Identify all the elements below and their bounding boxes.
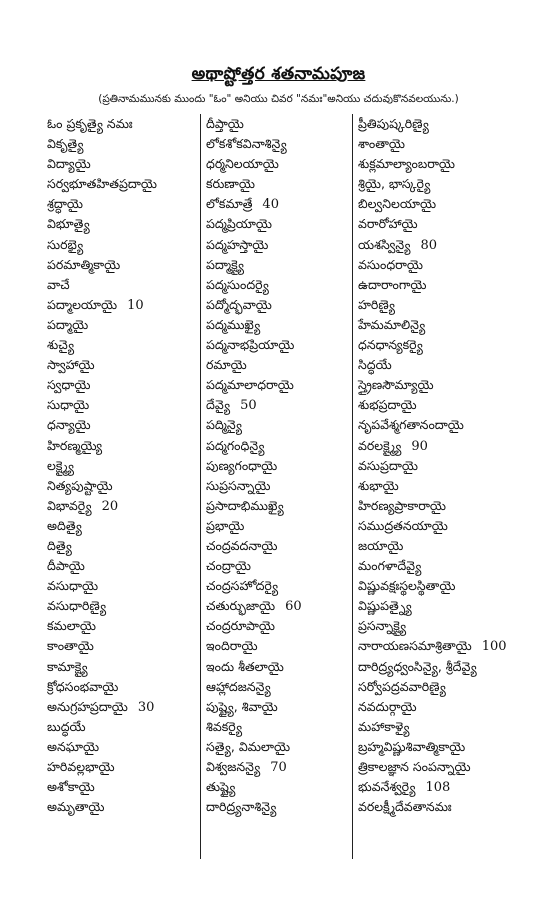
name-text: మంగళాదేవ్యై bbox=[358, 558, 422, 574]
name-text: ధన్యాయై bbox=[47, 417, 91, 433]
name-text: పద్మనాభప్రియాయై bbox=[206, 337, 295, 353]
name-text: విశ్వజనన్యై bbox=[206, 759, 261, 774]
name-text: పుణ్యగంధాయై bbox=[206, 457, 278, 473]
name-text: అనుగ్రహప్రదాయై bbox=[47, 698, 128, 714]
name-entry bbox=[358, 777, 518, 797]
name-entry bbox=[358, 496, 518, 516]
name-entry bbox=[358, 536, 518, 556]
name-entry bbox=[358, 114, 518, 134]
name-entry bbox=[358, 375, 518, 395]
name-text: బుద్ధయే bbox=[47, 718, 86, 734]
name-entry bbox=[206, 355, 346, 375]
name-text: అనఘాయై bbox=[47, 738, 100, 754]
name-entry bbox=[47, 154, 185, 174]
name-entry bbox=[206, 476, 346, 496]
name-entry bbox=[47, 395, 185, 415]
name-text: శ్రద్ధాయై bbox=[47, 196, 83, 212]
name-text: శ్రియై, భాస్కర్యై bbox=[358, 176, 431, 192]
count-marker: 70 bbox=[270, 760, 287, 775]
name-entry bbox=[47, 536, 185, 556]
name-text: దారిద్ర్యధ్వంసిన్యై, శ్రీదేవ్యై bbox=[358, 658, 477, 674]
name-text: పద్మాయై bbox=[47, 316, 89, 332]
name-text: దేవ్యై bbox=[206, 397, 231, 413]
name-text: ప్రసన్నాక్ష్యై bbox=[358, 618, 407, 634]
name-entry bbox=[47, 174, 185, 194]
name-text: బ్రహ్మవిష్ణుశివాత్మికాయై bbox=[358, 738, 466, 754]
name-entry bbox=[206, 275, 346, 295]
name-text: స్వధాయై bbox=[47, 377, 91, 393]
name-text: సర్వభూతహితప్రదాయై bbox=[47, 176, 157, 192]
name-text: సిద్ధయే bbox=[358, 357, 392, 373]
name-text: పద్మముఖ్యై bbox=[206, 316, 261, 332]
name-text: కమలాయై bbox=[47, 618, 96, 634]
name-entry bbox=[47, 235, 185, 255]
name-entry bbox=[47, 737, 185, 757]
name-text: స్త్రైణసౌమ్యాయై bbox=[358, 377, 434, 393]
name-entry bbox=[47, 596, 185, 616]
name-text: విష్ణుపత్న్యై bbox=[358, 598, 412, 614]
name-text: కాంతాయై bbox=[47, 638, 94, 654]
name-entry bbox=[358, 476, 518, 496]
name-text: శాంతాయై bbox=[358, 136, 405, 152]
name-text: వసుప్రదాయై bbox=[358, 457, 418, 473]
count-marker: 20 bbox=[101, 498, 119, 514]
name-text: విభూత్యై bbox=[47, 216, 90, 232]
name-text: సత్యై, విమలాయై bbox=[206, 738, 291, 754]
name-text: పద్మహస్తాయై bbox=[206, 236, 269, 252]
name-entry bbox=[206, 697, 346, 717]
name-entry bbox=[206, 456, 346, 476]
name-entry bbox=[358, 757, 518, 777]
names-column-1 bbox=[47, 114, 185, 817]
name-entry bbox=[358, 556, 518, 576]
name-entry bbox=[47, 436, 185, 456]
name-entry bbox=[206, 556, 346, 576]
name-text: పద్మగంధిన్యై bbox=[206, 437, 265, 453]
name-entry bbox=[206, 174, 346, 194]
name-entry bbox=[47, 415, 185, 435]
name-text: లోకమాత్రే bbox=[206, 196, 253, 212]
name-text: అమృతాయై bbox=[47, 799, 105, 815]
count-marker: 80 bbox=[420, 237, 438, 253]
name-entry bbox=[358, 616, 518, 636]
name-text: వసుధాయై bbox=[47, 578, 99, 594]
name-entry bbox=[358, 717, 518, 737]
name-entry bbox=[206, 436, 346, 456]
name-entry bbox=[206, 657, 346, 677]
name-text: పద్మోద్భవాయై bbox=[206, 296, 272, 312]
name-entry bbox=[47, 375, 185, 395]
name-entry bbox=[358, 395, 518, 415]
name-text: వరారోహాయై bbox=[358, 216, 418, 232]
name-entry bbox=[47, 134, 185, 154]
name-text: పద్మసుందర్యై bbox=[206, 276, 269, 292]
name-entry bbox=[206, 214, 346, 234]
name-text: బిల్వనిలయాయై bbox=[358, 196, 437, 212]
name-text: ఓం ప్రకృత్యై నమః bbox=[47, 116, 133, 131]
name-entry bbox=[47, 496, 185, 516]
name-entry bbox=[206, 777, 346, 797]
name-text: అశోకాయై bbox=[47, 779, 95, 795]
name-text: చతుర్భుజాయై bbox=[206, 598, 276, 614]
name-text: భువనేశ్వర్యై bbox=[358, 779, 416, 795]
name-text: హేమమాలిన్యై bbox=[358, 316, 426, 332]
count-marker: 108 bbox=[425, 780, 451, 796]
name-entry bbox=[47, 275, 185, 295]
name-text: నృపవేశ్మగతానందాయై bbox=[358, 417, 464, 433]
name-text: దిత్యై bbox=[47, 537, 72, 553]
name-text: ఇందిరాయై bbox=[206, 638, 258, 654]
name-text: సురభ్యై bbox=[47, 236, 84, 252]
name-entry bbox=[206, 717, 346, 737]
name-text: ప్రీతిపుష్కరిణ్యై bbox=[358, 116, 429, 131]
name-text: దారిద్ర్యనాశిన్యై bbox=[206, 799, 277, 815]
name-text: లక్ష్మ్యై bbox=[47, 457, 75, 473]
name-text: ప్రసాదాభిముఖ్యై bbox=[206, 497, 284, 513]
name-text: పద్మిన్యై bbox=[206, 417, 243, 433]
name-text: వరలక్ష్మ్యై bbox=[358, 437, 402, 453]
name-entry bbox=[206, 677, 346, 697]
name-entry bbox=[206, 335, 346, 355]
count-marker: 40 bbox=[262, 197, 279, 213]
count-marker: 10 bbox=[127, 297, 144, 313]
name-text: చంద్రవదనాయై bbox=[206, 537, 278, 553]
name-text: ఇందు శీతలాయై bbox=[206, 658, 284, 674]
name-text: హిరణ్యప్రాకారాయై bbox=[358, 497, 446, 513]
name-entry bbox=[358, 194, 518, 214]
name-entry bbox=[358, 576, 518, 596]
name-entry bbox=[358, 596, 518, 616]
name-entry bbox=[47, 556, 185, 576]
name-entry bbox=[206, 235, 346, 255]
name-entry bbox=[47, 636, 185, 656]
name-text: పద్మమాలాధరాయై bbox=[206, 377, 294, 393]
name-entry bbox=[206, 797, 346, 817]
name-entry bbox=[206, 134, 346, 154]
name-entry bbox=[47, 797, 185, 817]
name-text: క్రోధసంభవాయై bbox=[47, 678, 119, 694]
name-entry bbox=[47, 717, 185, 737]
name-entry bbox=[47, 757, 185, 777]
name-text: వాచే bbox=[47, 276, 70, 292]
count-marker: 100 bbox=[481, 639, 507, 655]
name-entry bbox=[206, 375, 346, 395]
name-entry bbox=[206, 295, 346, 315]
name-entry bbox=[358, 134, 518, 154]
name-text: శుభప్రదాయై bbox=[358, 397, 417, 413]
name-text: అదిత్యై bbox=[47, 517, 82, 533]
name-text: సుప్రసన్నాయై bbox=[206, 477, 271, 493]
name-entry bbox=[47, 355, 185, 375]
name-entry bbox=[206, 516, 346, 536]
name-text: పద్మప్రియాయై bbox=[206, 216, 272, 232]
name-text: వసుధారిణ్యై bbox=[47, 598, 107, 614]
name-entry bbox=[47, 516, 185, 536]
name-entry bbox=[47, 657, 185, 677]
name-text: పద్మాలయాయై bbox=[47, 296, 118, 312]
name-text: హరిణ్యై bbox=[358, 296, 396, 312]
name-text: ఉదారాంగాయై bbox=[358, 276, 427, 292]
name-entry bbox=[206, 536, 346, 556]
name-entry bbox=[47, 214, 185, 234]
name-text: సుధాయై bbox=[47, 397, 90, 413]
name-text: దీప్తాయై bbox=[206, 116, 244, 131]
name-text: కామాక్ష్యై bbox=[47, 658, 88, 674]
name-text: ప్రభాయై bbox=[206, 517, 245, 533]
name-text: శుభాయై bbox=[358, 477, 399, 493]
names-column-3 bbox=[352, 114, 518, 859]
name-entry bbox=[358, 214, 518, 234]
name-entry bbox=[358, 174, 518, 194]
name-entry bbox=[358, 355, 518, 375]
name-text: చంద్రసహోదర్యై bbox=[206, 578, 279, 594]
name-entry bbox=[47, 315, 185, 335]
name-entry bbox=[47, 295, 185, 315]
name-text: విభావర్యై bbox=[47, 497, 92, 513]
name-entry bbox=[47, 255, 185, 275]
name-entry bbox=[358, 657, 518, 677]
name-text: దీపాయై bbox=[47, 558, 85, 574]
name-text: యశస్విన్యై bbox=[358, 236, 411, 252]
name-text: చంద్రాయై bbox=[206, 558, 251, 574]
name-text: ఆహ్లాదజనన్యై bbox=[206, 678, 271, 694]
name-entry bbox=[47, 476, 185, 496]
name-text: పుష్ట్యై, శివాయై bbox=[206, 698, 278, 714]
name-entry bbox=[206, 255, 346, 275]
name-text: శుక్లమాల్యాంబరాయై bbox=[358, 156, 456, 172]
name-entry bbox=[358, 797, 518, 817]
name-text: విద్యాయై bbox=[47, 156, 91, 172]
name-entry bbox=[47, 777, 185, 797]
name-entry bbox=[47, 335, 185, 355]
name-entry bbox=[47, 697, 185, 717]
name-entry bbox=[358, 415, 518, 435]
name-text: వరలక్ష్మీదేవతానమః bbox=[358, 799, 452, 815]
name-entry bbox=[206, 636, 346, 656]
name-text: త్రికాలజ్ఞాన సంపన్నాయై bbox=[358, 759, 471, 774]
name-text: పరమాత్మికాయై bbox=[47, 256, 121, 272]
name-entry bbox=[358, 677, 518, 697]
name-text: నిత్యపుష్టాయై bbox=[47, 477, 113, 493]
name-text: స్వాహాయై bbox=[47, 357, 95, 373]
count-marker: 60 bbox=[285, 599, 302, 615]
name-text: నవదుర్గాయై bbox=[358, 698, 417, 714]
name-text: నారాయణసమాశ్రితాయై bbox=[358, 638, 472, 654]
name-text: ధర్మనిలయాయై bbox=[206, 156, 279, 172]
name-entry bbox=[206, 616, 346, 636]
name-entry bbox=[206, 415, 346, 435]
name-entry bbox=[358, 737, 518, 757]
name-entry bbox=[358, 636, 518, 656]
name-entry bbox=[358, 154, 518, 174]
name-entry bbox=[47, 616, 185, 636]
name-text: రమాయై bbox=[206, 357, 247, 373]
name-entry bbox=[358, 456, 518, 476]
name-entry bbox=[206, 496, 346, 516]
name-text: శుచ్యై bbox=[47, 337, 75, 353]
name-entry bbox=[358, 295, 518, 315]
name-text: పద్మాక్ష్యై bbox=[206, 256, 244, 272]
name-text: కరుణాయై bbox=[206, 176, 255, 192]
name-entry bbox=[358, 697, 518, 717]
name-text: జయాయై bbox=[358, 537, 404, 553]
name-entry bbox=[206, 757, 346, 777]
name-text: హిరణ్మయ్యై bbox=[47, 437, 103, 453]
count-marker: 90 bbox=[411, 438, 428, 454]
name-entry bbox=[358, 335, 518, 355]
name-text: లోకశోకవినాశిన్యై bbox=[206, 136, 287, 152]
name-text: వికృత్యై bbox=[47, 136, 84, 152]
name-entry bbox=[358, 436, 518, 456]
name-entry bbox=[47, 194, 185, 214]
name-entry bbox=[358, 275, 518, 295]
name-text: ధనధాన్యకర్యై bbox=[358, 337, 423, 353]
name-text: మహాకాళ్యై bbox=[358, 718, 410, 734]
name-entry bbox=[358, 516, 518, 536]
name-entry bbox=[358, 255, 518, 275]
name-text: చంద్రరూపాయై bbox=[206, 618, 276, 634]
count-marker: 50 bbox=[240, 398, 257, 414]
name-entry bbox=[47, 677, 185, 697]
name-text: హరివల్లభాయై bbox=[47, 759, 115, 774]
name-text: సముద్రతనయాయై bbox=[358, 517, 448, 533]
name-entry bbox=[206, 114, 346, 134]
name-text: సర్వోపద్రవవారిణ్యై bbox=[358, 678, 446, 694]
name-entry bbox=[206, 395, 346, 415]
name-text: తుష్ట్యై bbox=[206, 779, 236, 795]
page-title: అథాష్టోత్తర శతనామపూజ bbox=[191, 64, 366, 84]
name-text: శివకర్యై bbox=[206, 718, 243, 734]
name-entry bbox=[206, 154, 346, 174]
count-marker: 30 bbox=[137, 699, 155, 715]
instruction-note: (ప్రతినామమునకు ముందు "ఓం" అనియు చివర "నమః"అనియు చదువుకొనవలయును.) bbox=[98, 93, 459, 105]
name-entry bbox=[47, 114, 185, 134]
name-entry bbox=[206, 737, 346, 757]
name-entry bbox=[47, 456, 185, 476]
name-entry bbox=[206, 194, 346, 214]
name-text: విష్ణువక్షఃస్థలస్థితాయై bbox=[358, 578, 456, 594]
name-entry bbox=[206, 315, 346, 335]
name-entry bbox=[206, 576, 346, 596]
name-entry bbox=[358, 235, 518, 255]
name-entry bbox=[47, 576, 185, 596]
name-text: వసుంధరాయై bbox=[358, 256, 423, 272]
name-entry bbox=[206, 596, 346, 616]
names-column-2 bbox=[200, 114, 346, 859]
name-entry bbox=[358, 315, 518, 335]
